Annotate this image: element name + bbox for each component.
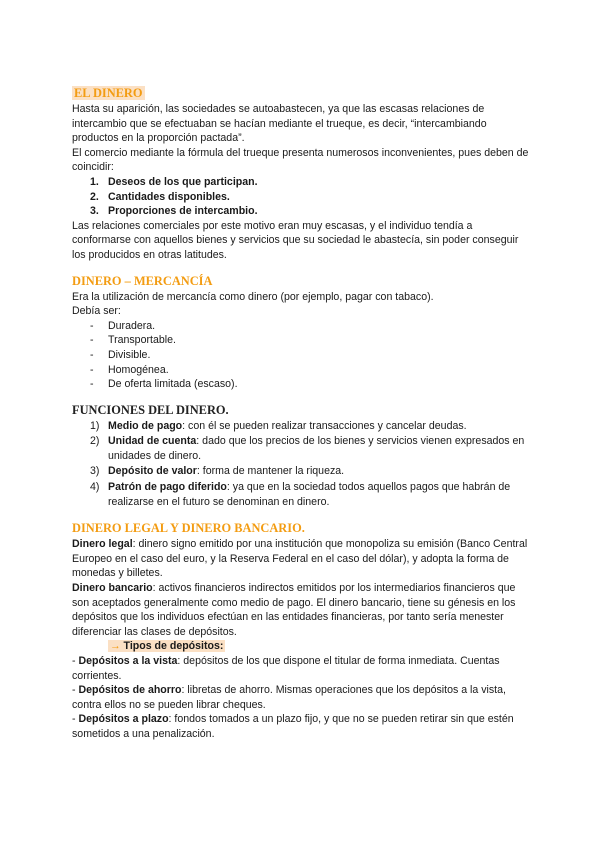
list-item: 2) Unidad de cuenta: dado que los precios de los bienes y servicios vienen expresados en unidades de dinero. — [90, 435, 525, 462]
list-item: 1. Deseos de los que participan. — [90, 175, 258, 188]
paragraph: Las relaciones comerciales por este motivo eran muy escasas, y el individuo tendía a conformarse con aquellos bienes y servicios que su sociedad le abastecía, sin poder conseguir los producidos en otras latitudes. — [72, 219, 519, 261]
paragraph: El comercio mediante la fórmula del trueque presenta numerosos inconvenientes, pues deben de coincidir: — [72, 146, 529, 174]
paragraph: Hasta su aparición, las sociedades se autoabastecen, ya que las escasas relaciones de intercambio que se efectuaban se hacían mediante el trueque, es decir, “intercambiando productos en la proporción pactada”. — [72, 103, 487, 145]
deposit-item: - Depósitos a la vista: depósitos de los que dispone el titular de forma inmediata. Cuentas corrientes. — [72, 655, 500, 682]
document-content — [72, 86, 532, 742]
section-title-dinero-mercancia: DINERO – MERCANCÍA — [72, 273, 213, 288]
list-item: - Duradera. — [90, 319, 156, 332]
list-item: 3. Proporciones de intercambio. — [90, 205, 258, 218]
functions-list — [72, 419, 532, 510]
list-item: - Divisible. — [90, 348, 151, 361]
paragraph-dinero-legal: Dinero legal: dinero signo emitido por una institución que monopoliza su emisión (Banco Central Europeo en el caso del euro, y la Reserva Federal en el caso del dólar), y adopta la forma de monedas y billetes. — [72, 538, 528, 580]
list-item: - De oferta limitada (escaso). — [90, 378, 238, 391]
paragraph: Era la utilización de mercancía como dinero (por ejemplo, pagar con tabaco). — [72, 290, 434, 303]
paragraph: Debía ser: — [72, 305, 121, 318]
list-item: 1) Medio de pago: con él se pueden realizar transacciones y cancelar deudas. — [90, 419, 467, 432]
paragraph-dinero-bancario: Dinero bancario: activos financieros indirectos emitidos por los intermediarios financieros que son aceptados generalmente como medio de pago. El dinero bancario, tiene su génesis en los depósitos que los individuos efectúan en las entidades financieras, por tanto sería menester diferenciar las clases de depósitos. — [72, 582, 516, 638]
deposit-item: - Depósitos a plazo: fondos tomados a un plazo fijo, y que no se pueden retirar sin que estén sometidos a una penalización. — [72, 713, 514, 740]
coincidence-list — [72, 175, 532, 219]
deposit-item: - Depósitos de ahorro: libretas de ahorro. Mismas operaciones que los depósitos a la vista, contra ellos no se pueden librar cheques. — [72, 684, 506, 711]
list-item: 2. Cantidades disponibles. — [90, 190, 230, 203]
section-title-el-dinero: EL DINERO — [74, 86, 143, 100]
properties-list — [72, 319, 532, 392]
list-item: 4) Patrón de pago diferido: ya que en la sociedad todos aquellos pagos que habrán de realizarse en el futuro se denominan en dinero. — [90, 481, 511, 508]
section-title-dinero-legal: DINERO LEGAL Y DINERO BANCARIO. — [72, 521, 305, 536]
list-item: - Transportable. — [90, 334, 176, 347]
section-title-funciones: FUNCIONES DEL DINERO. — [72, 402, 229, 417]
list-item: 3) Depósito de valor: forma de mantener la riqueza. — [90, 465, 345, 478]
deposit-types-heading: → Tipos de depósitos: — [110, 640, 224, 653]
arrow-right-icon: → — [110, 640, 121, 653]
list-item: - Homogénea. — [90, 363, 169, 376]
